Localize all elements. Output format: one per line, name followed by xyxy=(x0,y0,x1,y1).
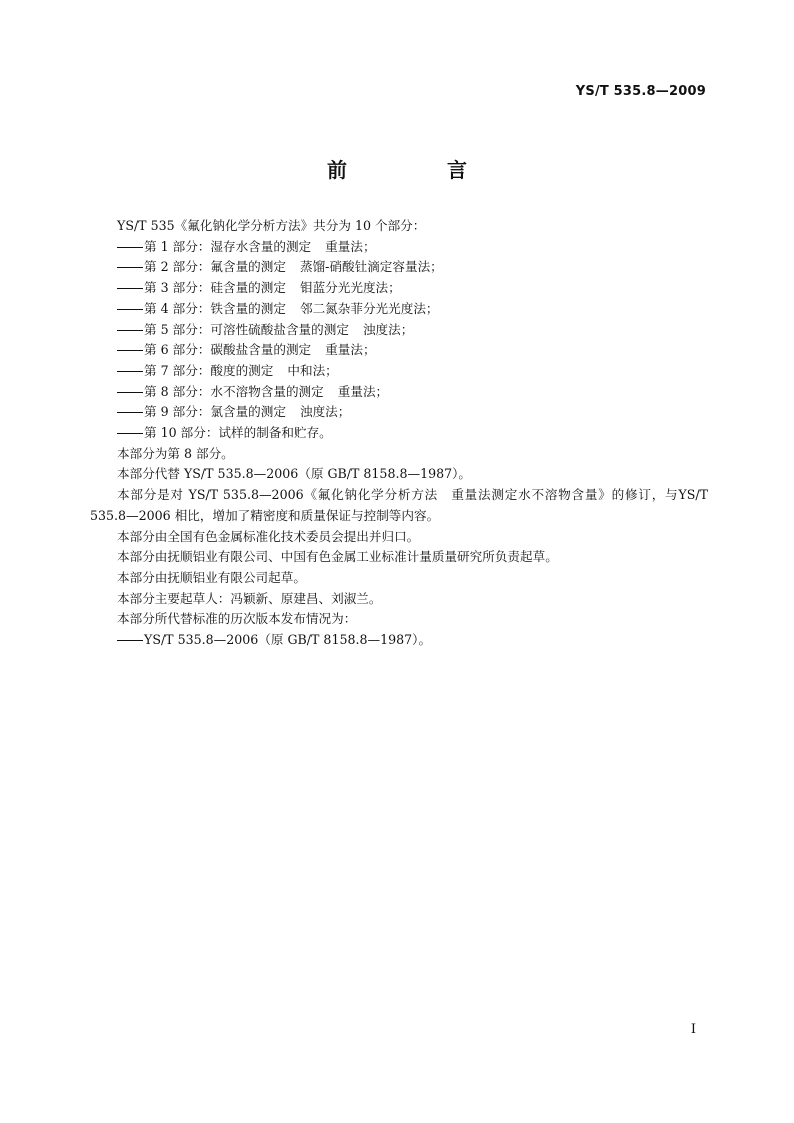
part-list-item: 第 8 部分：水不溶物含量的测定 重量法； xyxy=(90,382,708,403)
page-title: 前 言 xyxy=(327,158,507,182)
part-list-item: 第 5 部分：可溶性硫酸盐含量的测定 浊度法； xyxy=(90,320,708,341)
paragraph-drafted-by: 本部分由抚顺铝业有限公司、中国有色金属工业标准计量质量研究所负责起草。 xyxy=(117,549,558,565)
em-dash xyxy=(117,309,143,310)
paragraph-part-number: 本部分为第 8 部分。 xyxy=(117,445,234,461)
page-number: I xyxy=(690,1022,696,1037)
paragraph-drafter-org: 本部分由抚顺铝业有限公司起草。 xyxy=(117,569,306,585)
paragraph-replaces: 本部分代替 YS/T 535.8—2006（原 GB/T 8158.8—1987）。 xyxy=(117,466,472,482)
em-dash xyxy=(117,371,143,372)
part-list-item: 第 9 部分：氯含量的测定 浊度法； xyxy=(90,402,708,423)
em-dash xyxy=(117,288,143,289)
intro-paragraph: YS/T 535《氟化钠化学分析方法》共分为 10 个部分： xyxy=(117,218,426,233)
em-dash xyxy=(117,350,143,351)
standard-number: YS/T 535.8—2009 xyxy=(575,84,706,99)
em-dash xyxy=(117,433,143,434)
part-list-item: 第 10 部分：试样的制备和贮存。 xyxy=(90,423,708,444)
part-list-item: 第 1 部分：湿存水含量的测定 重量法； xyxy=(90,237,708,258)
part-list-item: 第 2 部分：氟含量的测定 蒸馏-硝酸钍滴定容量法； xyxy=(90,257,708,278)
history-list-item: YS/T 535.8—2006（原 GB/T 8158.8—1987）。 xyxy=(90,630,708,651)
foreword-body xyxy=(90,216,708,651)
em-dash xyxy=(117,640,143,641)
paragraph-history-intro: 本部分所代替标准的历次版本发布情况为： xyxy=(117,611,357,627)
em-dash xyxy=(117,247,143,248)
em-dash xyxy=(117,267,143,268)
part-list-item: 第 6 部分：碳酸盐含量的测定 重量法； xyxy=(90,340,708,361)
em-dash xyxy=(117,330,143,331)
part-list-item: 第 3 部分：硅含量的测定 钼蓝分光光度法； xyxy=(90,278,708,299)
paragraph-drafters: 本部分主要起草人：冯颖新、原建昌、刘淑兰。 xyxy=(117,590,382,606)
part-list-item: 第 7 部分：酸度的测定 中和法； xyxy=(90,361,708,382)
paragraph-proposed-by: 本部分由全国有色金属标准化技术委员会提出并归口。 xyxy=(117,528,420,544)
em-dash xyxy=(117,412,143,413)
paragraph-revision: 本部分是对 YS/T 535.8—2006《氟化钠化学分析方法 重量法测定水不溶物含量》的修订，与YS/T 535.8—2006 相比，增加了精密度和质量保证与控制等内容。 xyxy=(90,487,708,523)
part-list-item: 第 4 部分：铁含量的测定 邻二氮杂菲分光光度法； xyxy=(90,299,708,320)
em-dash xyxy=(117,392,143,393)
